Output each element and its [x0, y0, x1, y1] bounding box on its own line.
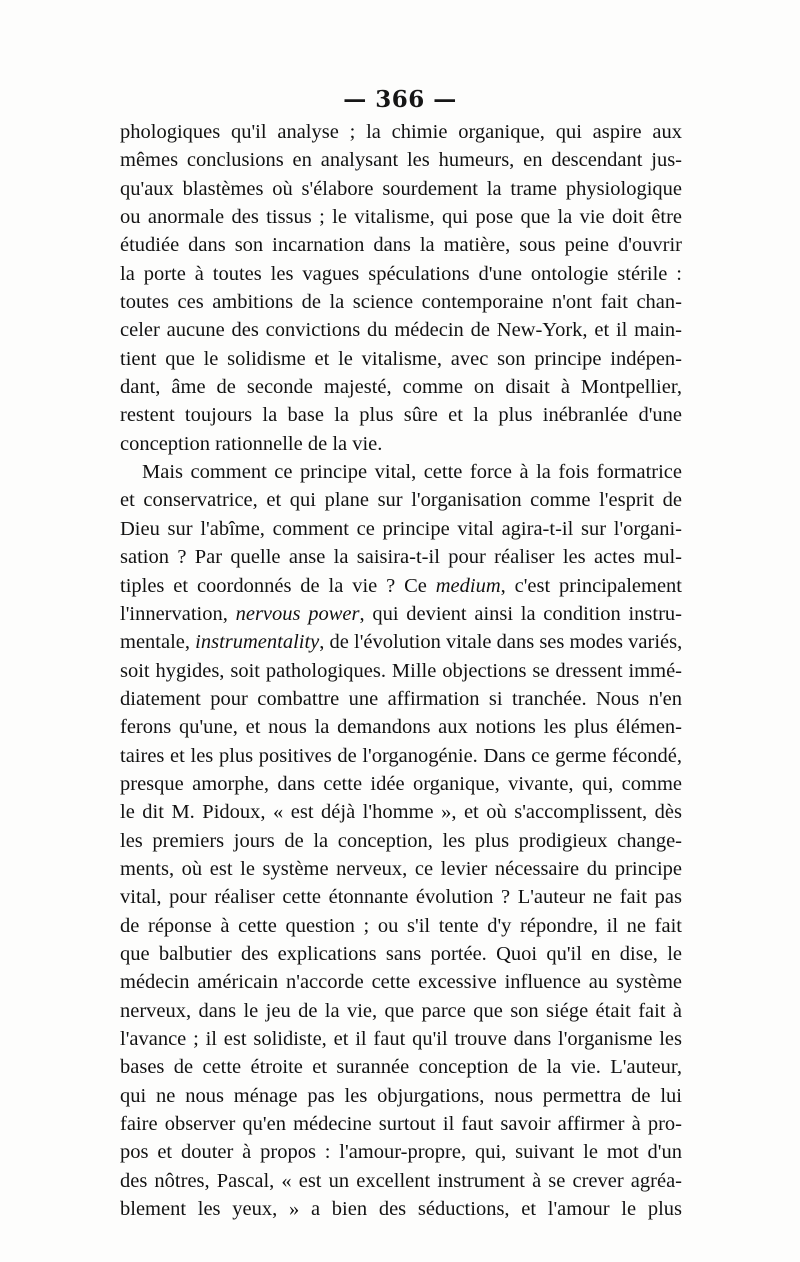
text-line: diatement pour combattre une affirmation si tranchée. Nous n'en: [120, 687, 682, 710]
text-line: faire observer qu'en médecine surtout il faut savoir affirmer à pro-: [120, 1113, 682, 1136]
text-line: soit hygides, soit pathologiques. Mille objections se dressent immé-: [120, 659, 682, 682]
text-line: les premiers jours de la conception, les plus prodigieux change-: [120, 829, 682, 852]
text-line: ments, où est le système nerveux, ce levier nécessaire du principe: [120, 857, 682, 880]
text-line: Mais comment ce principe vital, cette force à la fois formatrice: [142, 461, 682, 484]
text-line: nerveux, dans le jeu de la vie, que parce que son siége était fait à: [120, 999, 682, 1022]
text-line: vital, pour réaliser cette étonnante évolution ? L'auteur ne fait pas: [120, 886, 682, 909]
text-line: tiples et coordonnés de la vie ? Ce medium, c'est principalement: [120, 574, 682, 597]
text-line: le dit M. Pidoux, « est déjà l'homme », et où s'accomplissent, dès: [120, 801, 682, 824]
text-line: phologiques qu'il analyse ; la chimie organique, qui aspire aux: [120, 121, 682, 143]
text-line: presque amorphe, dans cette idée organique, vivante, qui, comme: [120, 772, 682, 795]
text-line: mêmes conclusions en analysant les humeurs, en descendant jus-: [120, 149, 682, 172]
text-line: la porte à toutes les vagues spéculations d'une ontologie stérile :: [120, 262, 682, 285]
text-line: de réponse à cette question ; ou s'il tente d'y répondre, il ne fait: [120, 914, 682, 937]
text-line: qu'aux blastèmes où s'élabore sourdement la trame physiologique: [120, 177, 682, 200]
text-line: taires et les plus positives de l'organogénie. Dans ce germe fécondé,: [120, 744, 682, 767]
text-line: toutes ces ambitions de la science contemporaine n'ont fait chan-: [120, 291, 682, 314]
text-line: et conservatrice, et qui plane sur l'organisation comme l'esprit de: [120, 489, 682, 512]
text-line: qui ne nous ménage pas les objurgations, nous permettra de lui: [120, 1084, 682, 1107]
text-line: blement les yeux, » a bien des séductions, et l'amour le plus: [120, 1198, 682, 1221]
page-number: — 366 —: [343, 86, 457, 113]
text-line: dant, âme de seconde majesté, comme on disait à Montpellier,: [120, 376, 682, 399]
text-line: étudiée dans son incarnation dans la matière, sous peine d'ouvrir: [120, 234, 682, 257]
text-line: l'innervation, nervous power, qui devient ainsi la condition instru-: [120, 602, 682, 625]
text-line: restent toujours la base la plus sûre et la plus inébranlée d'une: [120, 404, 682, 427]
text-line: que balbutier des explications sans portée. Quoi qu'il en dise, le: [120, 942, 682, 965]
text-line: l'avance ; il est solidiste, et il faut qu'il trouve dans l'organisme les: [120, 1028, 682, 1050]
text-line: conception rationnelle de la vie.: [120, 432, 383, 455]
text-line: pos et douter à propos : l'amour-propre, qui, suivant le mot d'un: [120, 1141, 682, 1164]
text-line: médecin américain n'accorde cette excessive influence au système: [120, 971, 682, 994]
text-line: des nôtres, Pascal, « est un excellent instrument à se crever agréa-: [120, 1169, 682, 1192]
text-line: ferons qu'une, et nous la demandons aux notions les plus élémen-: [120, 716, 682, 739]
body-text: [120, 118, 682, 1223]
text-line: celer aucune des convictions du médecin de New-York, et il main-: [120, 319, 682, 342]
text-line: bases de cette étroite et surannée conception de la vie. L'auteur,: [120, 1056, 682, 1079]
text-line: tient que le solidisme et le vitalisme, avec son principe indépen-: [120, 347, 682, 370]
text-line: Dieu sur l'abîme, comment ce principe vital agira-t-il sur l'organi-: [120, 517, 682, 540]
text-line: ou anormale des tissus ; le vitalisme, qui pose que la vie doit être: [120, 206, 682, 229]
text-line: sation ? Par quelle anse la saisira-t-il pour réaliser les actes mul-: [120, 546, 682, 569]
text-line: mentale, instrumentality, de l'évolution vitale dans ses modes variés,: [120, 631, 683, 654]
